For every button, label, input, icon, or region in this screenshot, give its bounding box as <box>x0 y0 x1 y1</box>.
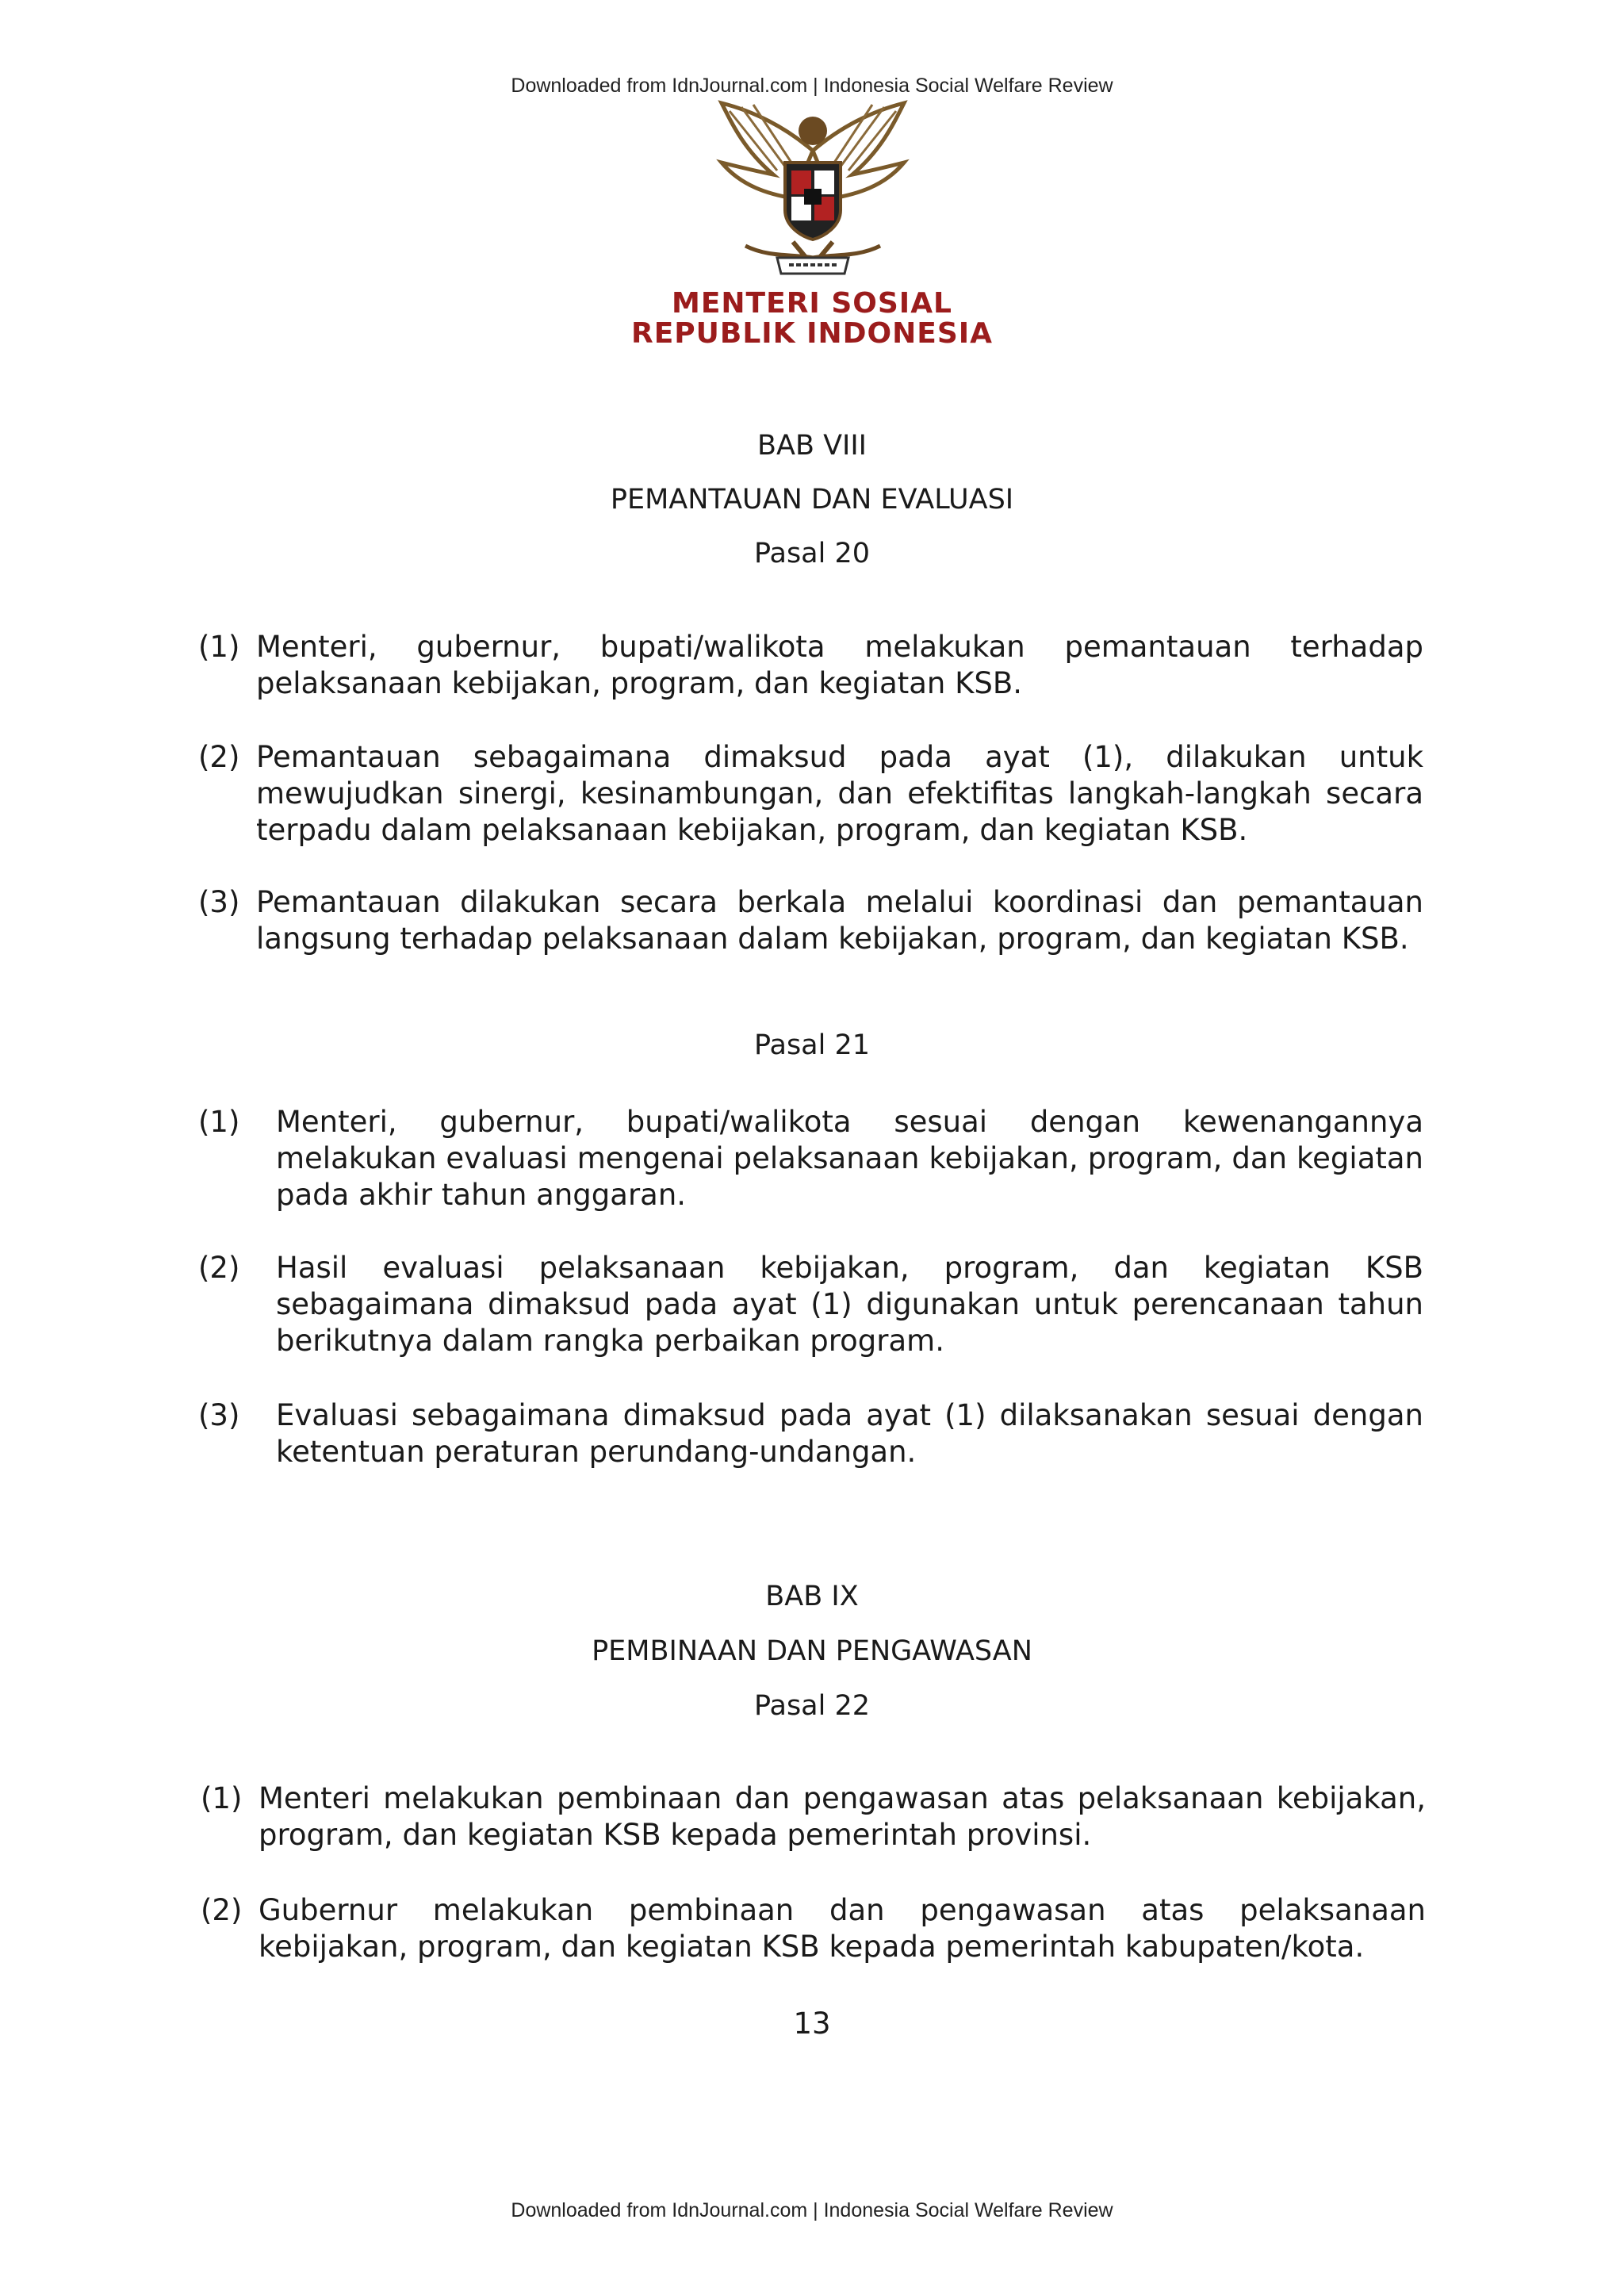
paragraph-text: Pemantauan dilakukan secara berkala melalui koordinasi dan pemantauan langsung terhadap pelaksanaan dalam kebijakan, program, dan kegiatan KSB. <box>256 885 1423 956</box>
paragraph-text: Menteri, gubernur, bupati/walikota melakukan pemantauan terhadap pelaksanaan kebijakan, program, dan kegiatan KSB. <box>256 630 1423 700</box>
paragraph-number: (1) <box>198 630 240 664</box>
paragraph-number: (1) <box>198 1105 240 1139</box>
paragraph-text: Pemantauan sebagaimana dimaksud pada ayat (1), dilakukan untuk mewujudkan sinergi, kesinambungan, dan efektifitas langkah-langkah secara terpadu dalam pelaksanaan kebijakan, program, dan kegiatan KSB. <box>256 740 1423 847</box>
ministry-title-line1: MENTERI SOSIAL <box>672 287 952 320</box>
chapter-title: PEMANTAUAN DAN EVALUASI <box>610 484 1014 516</box>
article-label: Pasal 20 <box>753 538 871 569</box>
paragraph-number: (3) <box>198 885 240 919</box>
paragraph-text: Menteri, gubernur, bupati/walikota sesuai dengan kewenangannya melakukan evaluasi mengenai pelaksanaan kebijakan, program, dan kegiatan pada akhir tahun anggaran. <box>276 1105 1423 1212</box>
chapter-label: BAB VIII <box>756 430 867 462</box>
chapter-label: BAB IX <box>765 1581 859 1612</box>
page-number: 13 <box>793 2007 831 2041</box>
article-label: Pasal 21 <box>753 1029 871 1061</box>
paragraph-number: (3) <box>198 1398 240 1432</box>
chapter-title: PEMBINAAN DAN PENGAWASAN <box>592 1635 1032 1667</box>
paragraph-number: (2) <box>198 1251 240 1285</box>
paragraph-text: Menteri melakukan pembinaan dan pengawasan atas pelaksanaan kebijakan, program, dan kegiatan KSB kepada pemerintah provinsi. <box>259 1781 1426 1852</box>
download-watermark-bottom: Downloaded from IdnJournal.com | Indonesia Social Welfare Review <box>511 2199 1113 2221</box>
ministry-title-line2: REPUBLIK INDONESIA <box>630 317 994 350</box>
article-label: Pasal 22 <box>753 1690 871 1722</box>
paragraph-number: (2) <box>201 1893 243 1927</box>
paragraph-text: Evaluasi sebagaimana dimaksud pada ayat (1) dilaksanakan sesuai dengan ketentuan peraturan perundang-undangan. <box>276 1398 1423 1469</box>
garuda-emblem-icon <box>698 95 928 286</box>
paragraph-text: Gubernur melakukan pembinaan dan pengawasan atas pelaksanaan kebijakan, program, dan kegiatan KSB kepada pemerintah kabupaten/kota. <box>259 1893 1426 1964</box>
paragraph-number: (1) <box>201 1781 243 1815</box>
paragraph-number: (2) <box>198 740 240 774</box>
download-watermark-top: Downloaded from IdnJournal.com | Indonesia Social Welfare Review <box>511 75 1113 97</box>
paragraph-text: Hasil evaluasi pelaksanaan kebijakan, program, dan kegiatan KSB sebagaimana dimaksud pada ayat (1) digunakan untuk perencanaan tahun berikutnya dalam rangka perbaikan program. <box>276 1251 1423 1358</box>
